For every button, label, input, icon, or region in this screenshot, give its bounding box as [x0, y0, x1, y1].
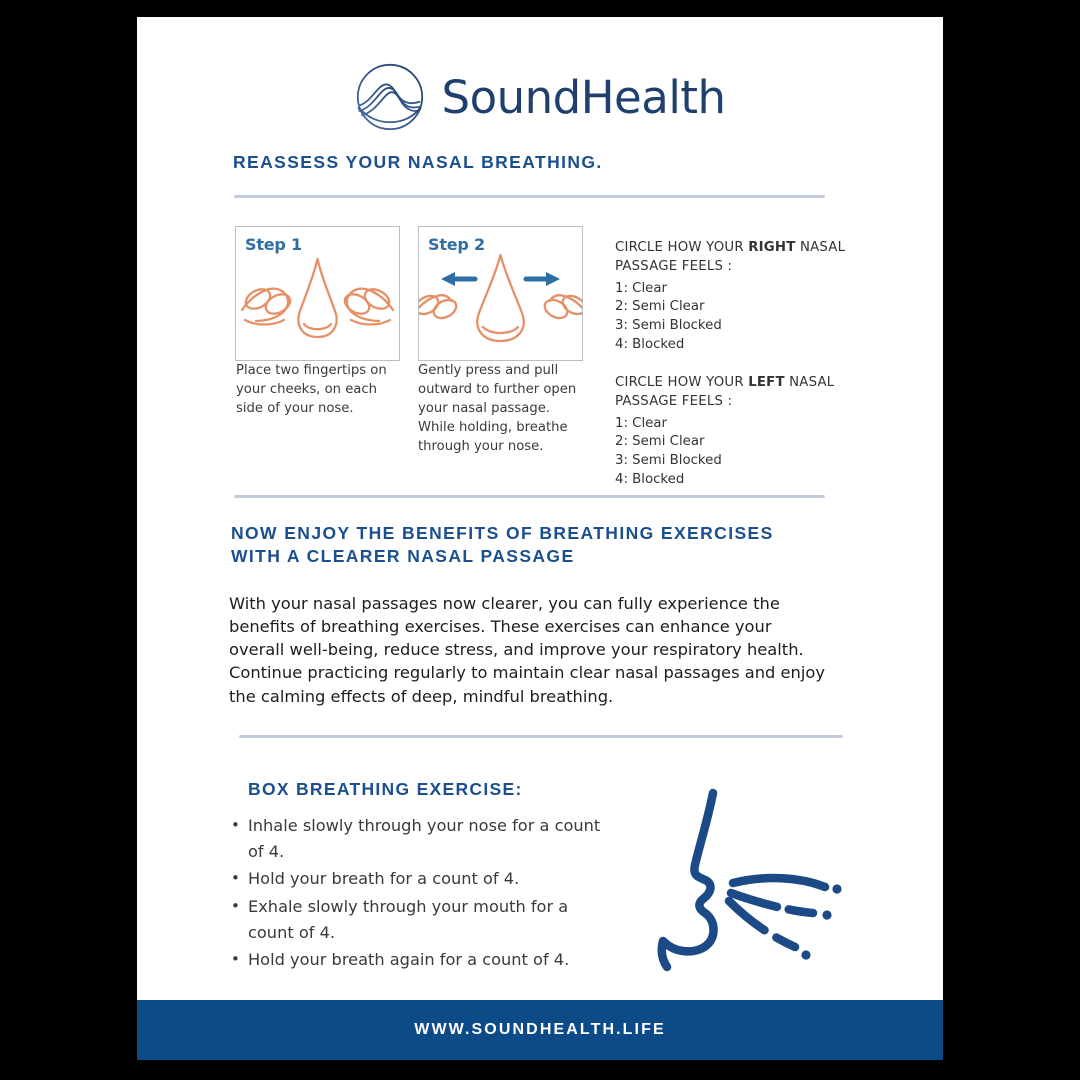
benefits-paragraph: With your nasal passages now clearer, you can fully experience the benefits of breathing exercises. These exercises can enhance your overall well-being, reduce stress, and improve your respiratory health. Continue practicing regularly to maintain clear nasal passages and enjoy the calming effects of deep, mindful breathing. [229, 594, 825, 706]
list-item: • Hold your breath again for a count of 4. [231, 947, 606, 973]
question-left-prompt-after: NASAL PASSAGE FEELS : [615, 375, 835, 410]
section-title-benefits-line1: NOW ENJOY THE BENEFITS OF BREATHING EXERCISES [231, 523, 774, 543]
question-left-option-1[interactable]: 1: Clear [615, 415, 667, 431]
question-left-option-4[interactable]: 4: Blocked [615, 472, 685, 488]
question-block-left [615, 373, 865, 490]
question-right-option-3[interactable]: 3: Semi Blocked [615, 318, 722, 334]
question-right-prompt-after: NASAL PASSAGE FEELS : [615, 240, 846, 275]
step-1-caption: Place two fingertips on your cheeks, on each side of your nose. [236, 363, 387, 416]
question-right-emphasis: RIGHT [748, 240, 796, 255]
document-page [137, 17, 943, 1060]
divider-under-reassess-title [234, 195, 825, 198]
step-2-card [418, 226, 583, 361]
step-2-caption: Gently press and pull outward to further open your nasal passage. While holding, breathe through your nose. [418, 363, 577, 454]
question-left-emphasis: LEFT [748, 375, 785, 390]
question-right-option-4[interactable]: 4: Blocked [615, 337, 685, 353]
footer-website-url[interactable]: WWW.SOUNDHEALTH.LIFE [414, 1021, 666, 1038]
box-breathing-title: BOX BREATHING EXERCISE: [248, 779, 523, 799]
question-left-prompt [615, 373, 865, 412]
question-left-prompt-before: CIRCLE HOW YOUR [615, 375, 749, 390]
divider-above-box-breathing [239, 735, 843, 738]
list-item: • Exhale slowly through your mouth for a count of 4. [231, 894, 606, 946]
question-right-option-1[interactable]: 1: Clear [615, 280, 667, 296]
question-right-prompt [615, 238, 865, 277]
brand-name: SoundHealth [441, 70, 726, 124]
side-profile-face-breathing-illustration-icon [655, 775, 855, 985]
question-right-option-2[interactable]: 2: Semi Clear [615, 299, 705, 315]
question-left-option-3[interactable]: 3: Semi Blocked [615, 453, 722, 469]
list-item: • Inhale slowly through your nose for a count of 4. [231, 813, 606, 865]
step-1-card [235, 226, 400, 361]
question-right-prompt-before: CIRCLE HOW YOUR [615, 240, 749, 255]
section-title-reassess: REASSESS YOUR NASAL BREATHING. [233, 152, 603, 172]
document-content [137, 17, 943, 1060]
list-item: • Hold your breath for a count of 4. [231, 866, 606, 892]
question-block-right [615, 238, 865, 355]
step-1-label: Step 1 [245, 235, 302, 254]
footer-bar [137, 1000, 943, 1060]
question-left-option-2[interactable]: 2: Semi Clear [615, 434, 705, 450]
step-2-label: Step 2 [428, 235, 485, 254]
section-title-benefits-line2: WITH A CLEARER NASAL PASSAGE [231, 546, 575, 567]
box-breathing-list [231, 813, 606, 974]
section-title-benefits [231, 522, 871, 568]
divider-above-benefits [234, 495, 825, 498]
